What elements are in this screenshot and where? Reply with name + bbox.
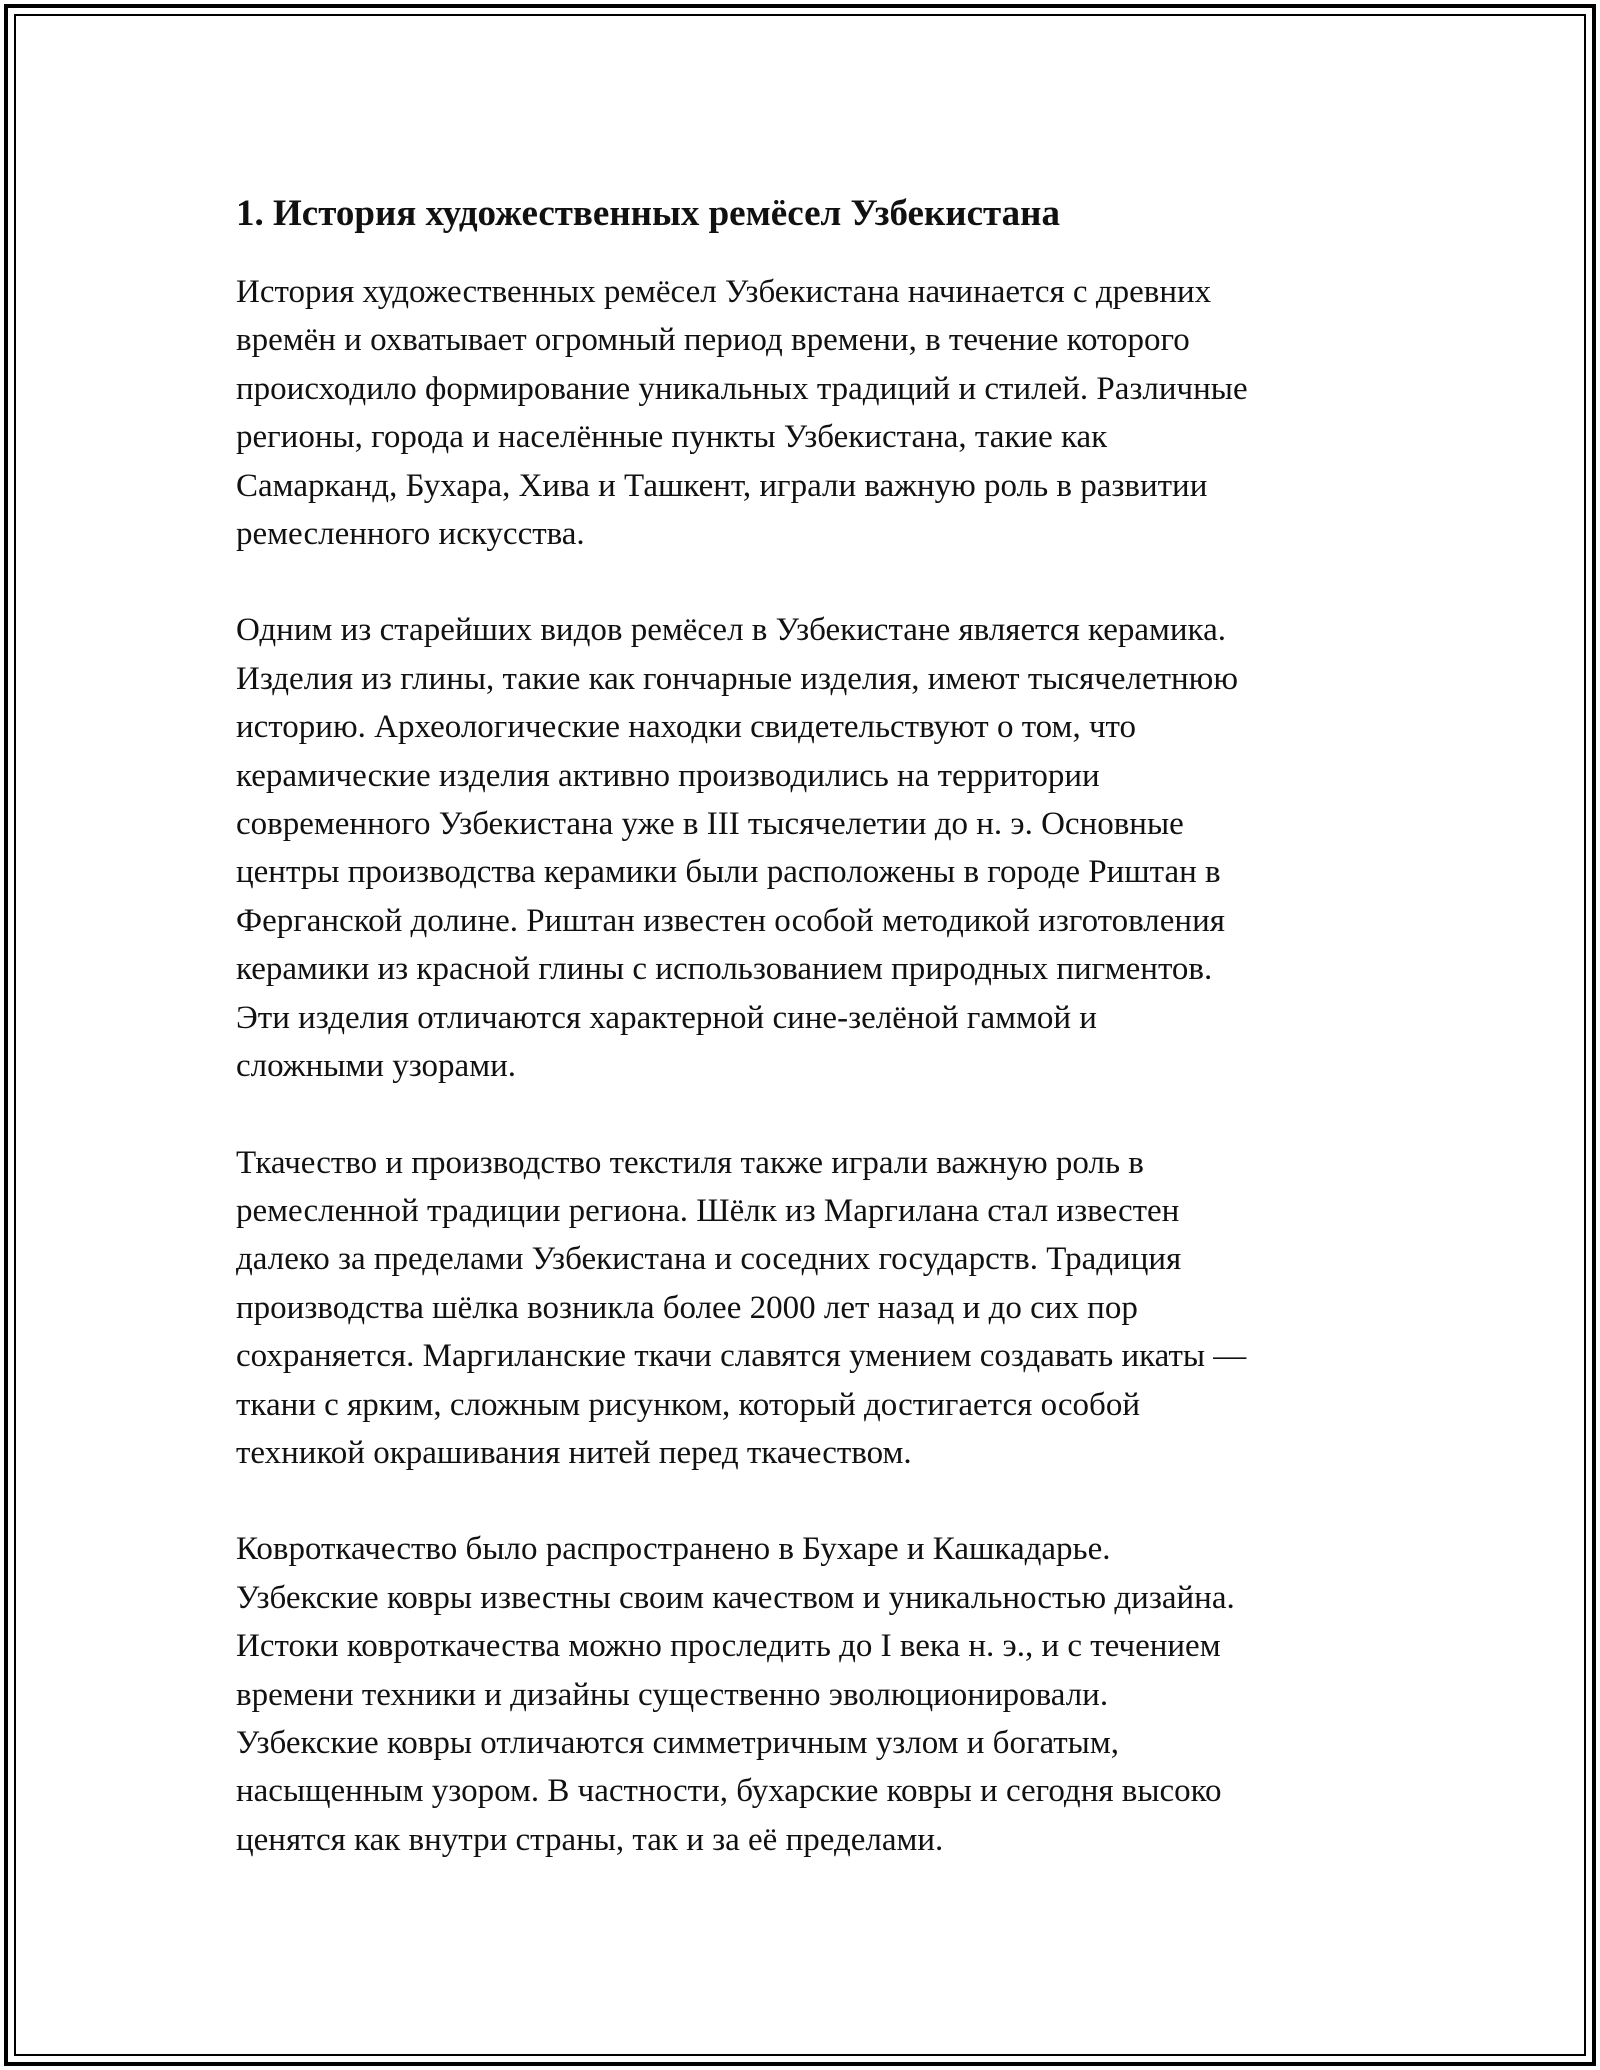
paragraph-line: производства шёлка возникла более 2000 лет назад и до сих пор bbox=[236, 1289, 1138, 1326]
paragraph-line: Одним из старейших видов ремёсел в Узбекистане является керамика. bbox=[236, 612, 1226, 649]
paragraph-list bbox=[236, 268, 1386, 1864]
paragraph-line: ремесленной традиции региона. Шёлк из Маргилана стал известен bbox=[236, 1192, 1180, 1229]
paragraph-line: Самарканд, Бухара, Хива и Ташкент, играли важную роль в развитии bbox=[236, 467, 1208, 504]
paragraph bbox=[236, 1139, 1386, 1478]
paragraph bbox=[236, 1525, 1386, 1864]
paragraph-line: историю. Археологические находки свидетельствуют о том, что bbox=[236, 709, 1137, 746]
paragraph bbox=[236, 268, 1386, 558]
paragraph-line: Узбекские ковры известны своим качеством и уникальностью дизайна. bbox=[236, 1579, 1235, 1616]
paragraph-line: керамические изделия активно производились на территории bbox=[236, 757, 1100, 794]
paragraph-line: ткани с ярким, сложным рисунком, который достигается особой bbox=[236, 1386, 1141, 1423]
paragraph bbox=[236, 606, 1386, 1090]
paragraph-line: времён и охватывает огромный период времени, в течение которого bbox=[236, 322, 1190, 359]
paragraph-line: Ткачество и производство текстиля также играли важную роль в bbox=[236, 1144, 1144, 1181]
paragraph-line: техникой окрашивания нитей перед ткачеством. bbox=[236, 1434, 912, 1471]
paragraph-line: Узбекские ковры отличаются симметричным узлом и богатым, bbox=[236, 1724, 1119, 1761]
paragraph-line: Ковроткачество было распространено в Бухаре и Кашкадарье. bbox=[236, 1531, 1111, 1568]
paragraph-line: Ферганской долине. Риштан известен особой методикой изготовления bbox=[236, 902, 1225, 939]
paragraph-line: ремесленного искусства. bbox=[236, 516, 585, 553]
paragraph-line: происходило формирование уникальных традиций и стилей. Различные bbox=[236, 370, 1248, 407]
paragraph-line: времени техники и дизайны существенно эволюционировали. bbox=[236, 1676, 1109, 1713]
paragraph-line: насыщенным узором. В частности, бухарские ковры и сегодня высоко bbox=[236, 1773, 1222, 1810]
paragraph-line: сохраняется. Маргиланские ткачи славятся умением создавать икаты — bbox=[236, 1338, 1247, 1375]
paragraph-line: далеко за пределами Узбекистана и соседних государств. Традиция bbox=[236, 1241, 1182, 1278]
paragraph-line: центры производства керамики были расположены в городе Риштан в bbox=[236, 854, 1221, 891]
paragraph-line: Истоки ковроткачества можно проследить до I века н. э., и с течением bbox=[236, 1628, 1221, 1665]
section-heading: 1. История художественных ремёсел Узбекистана bbox=[236, 193, 1060, 234]
paragraph-line: ценятся как внутри страны, так и за её пределами. bbox=[236, 1821, 944, 1858]
paragraph-line: Изделия из глины, такие как гончарные изделия, имеют тысячелетнюю bbox=[236, 660, 1238, 697]
paragraph-line: современного Узбекистана уже в III тысячелетии до н. э. Основные bbox=[236, 806, 1184, 843]
document-content bbox=[236, 186, 1386, 1912]
paragraph-line: регионы, города и населённые пункты Узбекистана, такие как bbox=[236, 419, 1108, 456]
paragraph-line: Эти изделия отличаются характерной сине-зелёной гаммой и bbox=[236, 999, 1097, 1036]
paragraph-line: керамики из красной глины с использованием природных пигментов. bbox=[236, 951, 1213, 988]
paragraph-line: сложными узорами. bbox=[236, 1048, 517, 1085]
paragraph-line: История художественных ремёсел Узбекистана начинается с древних bbox=[236, 274, 1212, 310]
